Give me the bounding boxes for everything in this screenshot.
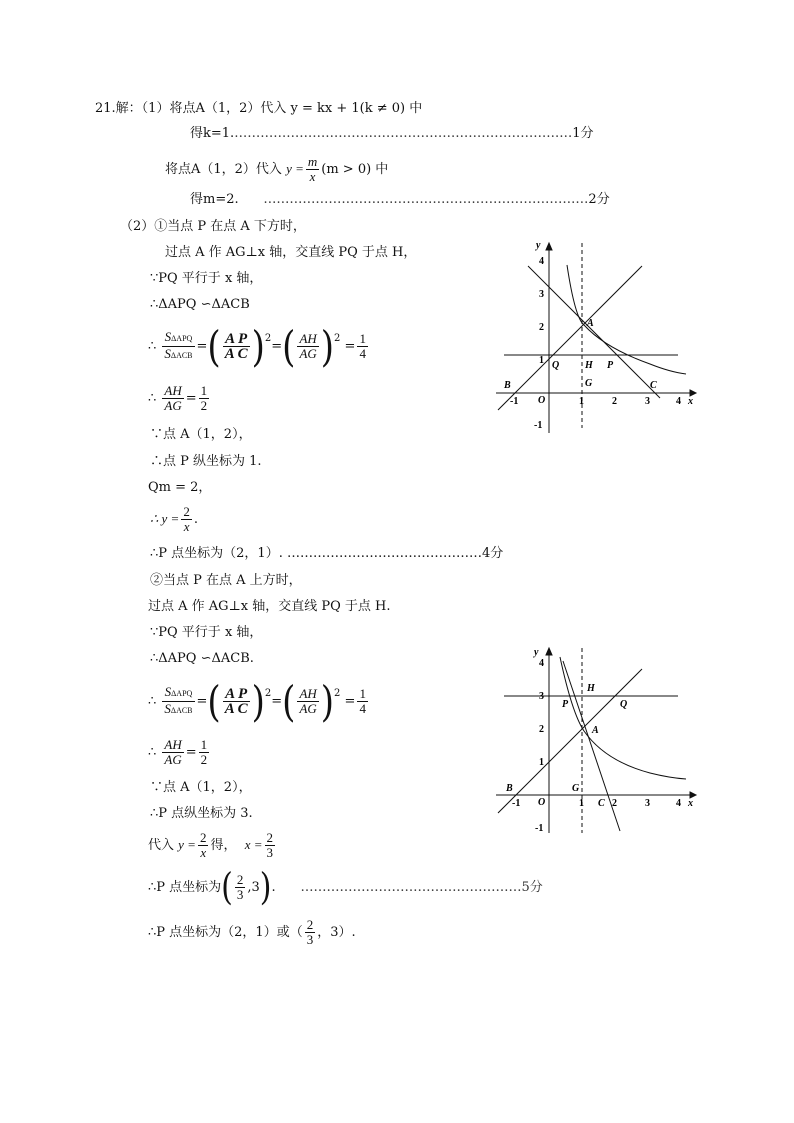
case2-parallel: ∵PQ 平行于 x 轴， (150, 625, 263, 640)
k-result-line (190, 126, 593, 142)
m-substitute-line: 将点A（1，2）代入 y = $\frac{m}{x}$ (m > 0) 中 (165, 154, 389, 184)
ah-ag-frac: $\frac{AH}{AG}$ (299, 686, 317, 716)
origin-label: O (538, 395, 546, 406)
point-a-label: A (592, 725, 599, 736)
hyperbola (560, 657, 686, 779)
y-tick: 4 (539, 658, 544, 669)
case2-construct: 过点 A 作 AG⊥x 轴，交直线 PQ 于点 H. (148, 599, 391, 614)
case2-half: ∴ $\frac{AH}{AG}$ = $\frac{1}{2}$ (148, 737, 208, 767)
point-a-label: A (587, 318, 594, 329)
case2-result: ∴P 点坐标为( $\frac{2}{3}$ ,3). ……………………………………………5分 (148, 865, 543, 909)
origin-label: O (538, 797, 546, 808)
point-b-label: B (506, 783, 513, 794)
case2-point-a: ∵点 A（1，2）， (150, 780, 252, 795)
leader-dots: …………………………………………………………………… (234, 126, 573, 141)
x-tick: 4 (676, 798, 681, 809)
point-c-label: C (650, 380, 657, 391)
y-axis-arrow (546, 243, 552, 250)
case1-result: ∴P 点坐标为（2，1）. ………………………………………4分 (150, 546, 504, 561)
line-ac (528, 266, 660, 398)
ah-ag-frac: $\frac{AH}{AG}$ (164, 383, 182, 413)
point-q-label: Q (620, 699, 628, 710)
case1-point-a: ∵点 A（1，2）， (150, 427, 252, 442)
case2-p-ordinate: ∴P 点纵坐标为 3. (150, 806, 253, 821)
k-result: 得k=1. (190, 126, 235, 141)
x-axis-label: x (688, 798, 693, 809)
one-quarter: $\frac{1}{4}$ (359, 686, 366, 716)
one-quarter: $\frac{1}{4}$ (359, 331, 366, 361)
score-2: 2分 (588, 192, 610, 207)
line-ab (498, 266, 642, 410)
frac-2-over-x: $\frac{2}{x}$ (183, 504, 190, 534)
y-tick: -1 (534, 420, 543, 431)
area-ratio-frac: $\frac{\text{SΔAPQ}}{\text{SΔACB}}$ (164, 684, 193, 716)
m-result-line (190, 192, 610, 208)
case1-area-ratio: ∴ $\frac{\text{SΔAPQ}}{\text{SΔACB}}$ =( $\frac{\text{A P}}{\text{A C}}$ )$^2$=( $\frac{AH}{AG}$ )$^2$ = $\frac{1}{4}$ (148, 321, 366, 372)
point-c-label: C (598, 798, 605, 809)
y-axis-label: y (534, 647, 539, 658)
case1-construct: 过点 A 作 AG⊥x 轴，交直线 PQ 于点 H， (165, 245, 417, 260)
x-tick: 2 (612, 396, 617, 407)
ah-ag-frac: $\frac{AH}{AG}$ (299, 331, 317, 361)
ap-ac-frac: $\frac{\text{A P}}{\text{A C}}$ (224, 331, 248, 362)
case2-similar: ∴ΔAPQ ∽ΔACB. (150, 651, 254, 666)
y-tick: 3 (539, 289, 544, 300)
point-b-label: B (504, 380, 511, 391)
case1-heading: （2）①当点 P 在点 A 下方时， (120, 219, 306, 234)
x-tick: -1 (512, 798, 521, 809)
line-ab (498, 669, 642, 813)
case2-heading: ②当点 P 在点 A 上方时， (150, 573, 302, 588)
point-p-label: P (607, 360, 614, 371)
frac-2-over-3: $\frac{2}{3}$ (306, 917, 314, 947)
point-p-label: P (562, 699, 569, 710)
case2-substitute: 代入 y = $\frac{2}{x}$ 得， x = $\frac{2}{3}$ (148, 830, 274, 860)
m-result: 得m=2. (190, 192, 239, 207)
leader-dots: ……………………………………………5分 (300, 880, 543, 895)
frac-2-over-x: $\frac{2}{x}$ (199, 830, 207, 860)
point-h-label: H (587, 683, 595, 694)
q21-intro: 21.解：（1）将点A（1，2）代入 y = kx + 1(k ≠ 0) 中 (95, 101, 423, 116)
y-axis-label: y (536, 240, 541, 251)
x-axis-label: x (688, 396, 693, 407)
case1-p-ordinate: ∴点 P 纵坐标为 1. (150, 454, 262, 469)
case2-area-ratio: ∴ $\frac{\text{SΔAPQ}}{\text{SΔACB}}$ =( $\frac{\text{A P}}{\text{A C}}$ )$^2$=( $\frac{AH}{AG}$ )$^2$ = $\frac{1}{4}$ (148, 676, 366, 727)
m-sub-suffix: (m > 0) 中 (321, 162, 389, 177)
frac-m-over-x: $\frac{m}{x}$ (307, 154, 318, 184)
frac-2-over-3: $\frac{2}{3}$ (236, 872, 244, 902)
m-sub-prefix: 将点A（1，2）代入 (165, 162, 282, 177)
case1-similar: ∴ΔAPQ ∽ΔACB (150, 297, 250, 312)
score-1: 1分 (572, 126, 594, 141)
x-tick: 3 (645, 396, 650, 407)
y-tick: 1 (539, 757, 544, 768)
ap-ac-frac: $\frac{\text{A P}}{\text{A C}}$ (224, 686, 248, 717)
y-tick: -1 (535, 823, 544, 834)
leader-dots: ………………………………………………………………… (263, 192, 589, 207)
final-answer: ∴P 点坐标为（2，1）或（ $\frac{2}{3}$ ，3）. (148, 917, 356, 947)
x-tick: 3 (645, 798, 650, 809)
y-tick: 2 (539, 322, 544, 333)
y-axis-arrow (546, 648, 552, 655)
point-g-label: G (572, 783, 580, 794)
case1-parallel: ∵PQ 平行于 x 轴， (150, 271, 263, 286)
x-tick: -1 (510, 396, 519, 407)
case1-function: ∴ y = $\frac{2}{x}$ . (150, 504, 198, 534)
point-g-label: G (585, 378, 593, 389)
ah-ag-frac: $\frac{AH}{AG}$ (164, 737, 182, 767)
y-tick: 4 (539, 256, 544, 267)
point-q-label: Q (552, 360, 560, 371)
y-tick: 2 (539, 724, 544, 735)
x-tick: 4 (676, 396, 681, 407)
one-half: $\frac{1}{2}$ (200, 383, 208, 413)
case1-m-eq: Qm = 2， (148, 480, 212, 495)
graph-case1 (490, 238, 700, 438)
y-tick: 1 (539, 355, 544, 366)
frac-2-over-3: $\frac{2}{3}$ (266, 830, 274, 860)
one-half: $\frac{1}{2}$ (200, 737, 208, 767)
point-h-label: H (585, 360, 593, 371)
x-tick: 1 (579, 798, 584, 809)
area-ratio-frac: $\frac{\text{SΔAPQ}}{\text{SΔACB}}$ (164, 329, 193, 361)
graph-case2 (490, 643, 700, 838)
case1-half: ∴ $\frac{AH}{AG}$ = $\frac{1}{2}$ (148, 383, 208, 413)
x-tick: 1 (579, 396, 584, 407)
y-tick: 3 (539, 691, 544, 702)
x-tick: 2 (612, 798, 617, 809)
